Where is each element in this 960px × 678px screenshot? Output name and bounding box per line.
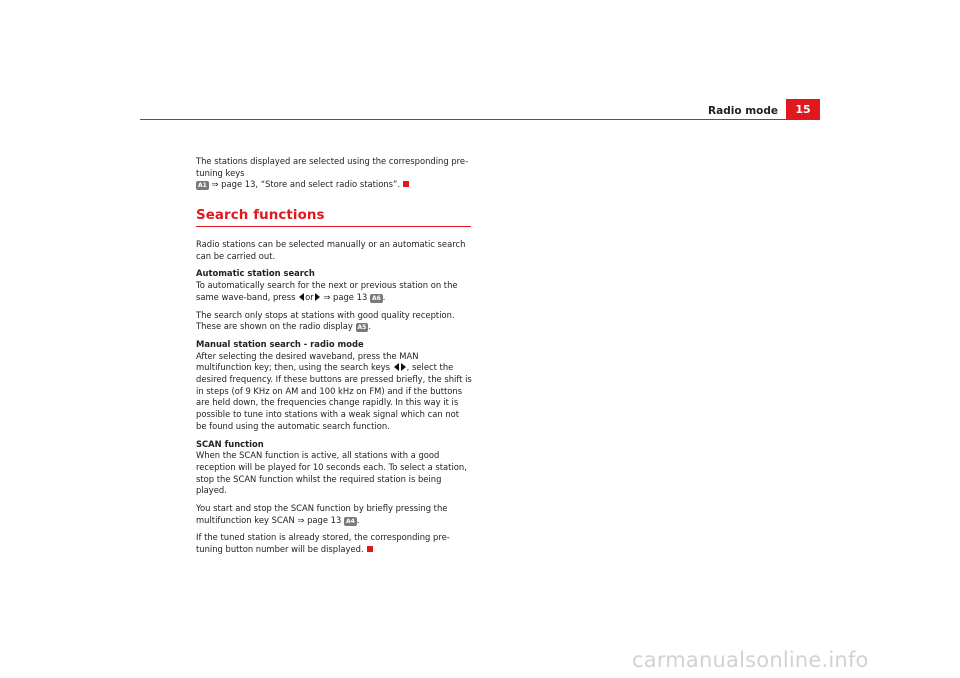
- page-number-tab: 15: [786, 99, 820, 120]
- auto-search-text-c: .: [382, 291, 386, 302]
- scan-start-text-a: You start and stop the SCAN function by briefly pressing the multifunction key SCAN ⇒ page 13: [196, 503, 448, 525]
- auto-search-paragraph: [196, 280, 472, 303]
- section-title: Radio mode: [708, 105, 778, 117]
- auto-search-or: or: [305, 291, 314, 302]
- manual-text-b: , select the desired frequency. If these buttons are pressed briefly, the shift is in steps (of 9 KHz on AM and 100 kHz on FM) and if the buttons are held down, the frequencies change rapidly. In this way it is possible to tune into stations with a weak signal which can not be found using the automatic search function.: [196, 362, 472, 431]
- auto-search-text-a: To automatically search for the next or previous station on the same wave-band, press: [196, 280, 458, 302]
- watermark: carmanualsonline.info: [632, 648, 869, 672]
- triangle-left-icon: [299, 293, 304, 301]
- scan-start-text-b: .: [356, 514, 360, 525]
- auto-search-text-b: ⇒ page 13: [323, 291, 368, 302]
- scan-paragraph: When the SCAN function is active, all stations with a good reception will be played for 10 seconds each. To select a station, stop the SCAN function whilst the required station is being played.: [196, 450, 467, 496]
- scan-start-paragraph: [196, 503, 472, 526]
- manual-text-a: After selecting the desired waveband, press the MAN multifunction key; then, using the search keys: [196, 350, 419, 373]
- ref-badge-a1: A1: [198, 182, 207, 190]
- intro-text-2: ⇒ page 13, “Store and select radio stations”.: [211, 179, 401, 190]
- scan-title: SCAN function: [196, 438, 264, 449]
- section-heading: Search functions: [196, 208, 325, 223]
- manual-search-paragraph: [196, 351, 472, 433]
- stop-text-b: .: [368, 321, 371, 332]
- stop-paragraph: [196, 310, 472, 333]
- intro-text-1: The stations displayed are selected using the corresponding pre-tuning keys: [196, 156, 469, 178]
- end-of-section-square-icon: [403, 181, 409, 187]
- ref-badge-a6: A6: [371, 294, 381, 302]
- stored-text: If the tuned station is already stored, the corresponding pre-tuning button number will be displayed.: [196, 532, 450, 555]
- heading-rule: [196, 226, 471, 227]
- manual-search-title: Manual station search - radio mode: [196, 338, 364, 349]
- auto-search-title: Automatic station search: [196, 268, 315, 279]
- intro-paragraph: [196, 156, 472, 191]
- triangle-right-icon: [315, 293, 320, 301]
- section-body: [196, 239, 472, 556]
- lead-paragraph: Radio stations can be selected manually or an automatic search can be carried out.: [196, 239, 466, 261]
- stored-paragraph: [196, 532, 472, 555]
- ref-badge-a5: A5: [357, 324, 367, 332]
- ref-badge-a4: A4: [346, 517, 355, 525]
- stop-text-a: The search only stops at stations with good quality reception. These are shown on the radio display: [196, 309, 455, 332]
- header-rule: [140, 119, 820, 120]
- triangle-left-icon: [394, 363, 399, 371]
- triangle-right-icon: [401, 363, 406, 371]
- end-of-section-square-icon: [367, 546, 373, 552]
